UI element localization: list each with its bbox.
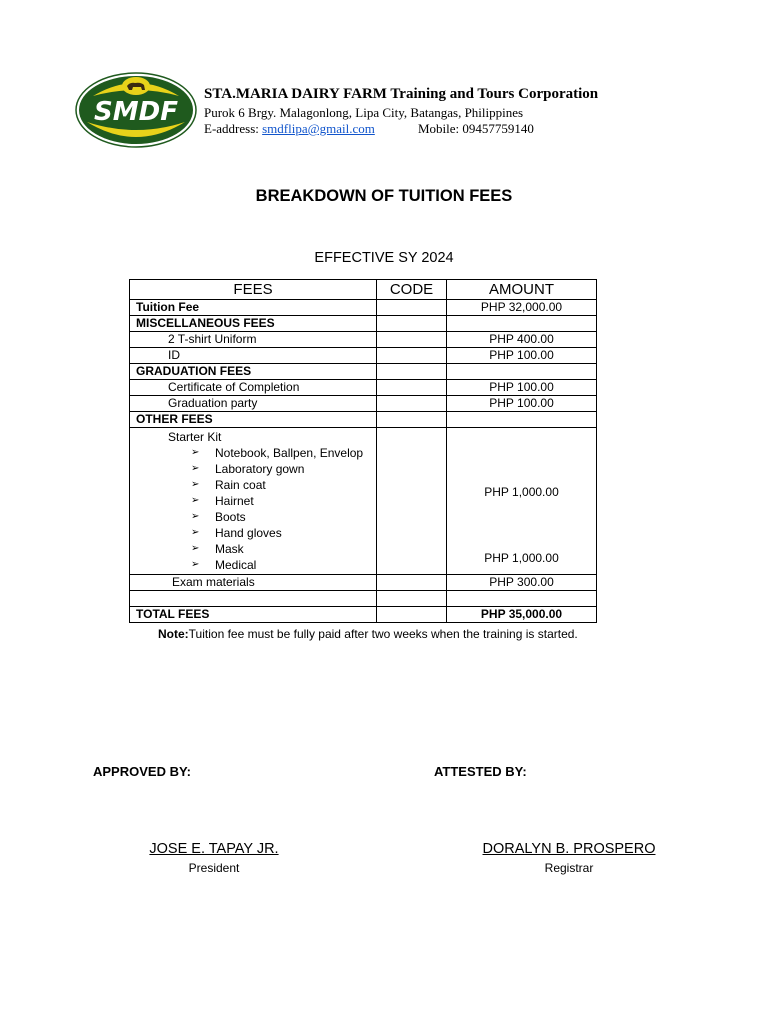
table-header-row [130,280,597,300]
arrow-bullet-icon: ➢ [191,511,200,522]
kit-amount-2: PHP 1,000.00 [484,551,559,565]
email-label: E-address: [204,121,263,136]
list-item: ➢ Medical [191,558,257,572]
logo-text: SMDF [94,97,178,127]
section-label: MISCELLANEOUS FEES [130,316,377,332]
email-link[interactable]: smdflipa@gmail.com [262,121,375,136]
approved-by-label: APPROVED BY: [93,764,191,779]
header-fees: FEES [130,280,377,300]
fee-code [377,380,447,396]
starter-kit-row [130,428,597,575]
note-text: Tuition fee must be fully paid after two weeks when the training is started. [188,627,578,641]
table-row [130,316,597,332]
section-label: GRADUATION FEES [130,364,377,380]
fee-code [377,364,447,380]
effective-year: EFFECTIVE SY 2024 [314,250,454,266]
fee-code [377,396,447,412]
table-row [130,300,597,316]
document-title: BREAKDOWN OF TUITION FEES [255,187,513,205]
arrow-bullet-icon: ➢ [191,495,200,506]
list-item: ➢ Rain coat [191,478,266,492]
list-item: ➢ Notebook, Ballpen, Envelop [191,446,364,460]
org-contact [204,121,534,137]
fee-amount [447,412,597,428]
section-label: OTHER FEES [130,412,377,428]
fee-code [377,412,447,428]
org-address: Purok 6 Brgy. Malagonlong, Lipa City, Batangas, Philippines [204,105,524,120]
list-item: ➢ Mask [191,542,244,556]
arrow-bullet-icon: ➢ [191,543,200,554]
arrow-bullet-icon: ➢ [191,463,200,474]
mobile-number: Mobile: 09457759140 [418,121,534,136]
header-code: CODE [377,280,447,300]
list-item: ➢ Laboratory gown [191,462,305,476]
fee-amount: PHP 300.00 [447,575,597,591]
arrow-bullet-icon: ➢ [191,527,200,538]
fee-amount [447,316,597,332]
table-row [130,575,597,591]
table-row [130,380,597,396]
fee-label: Certificate of Completion [130,380,377,396]
arrow-bullet-icon: ➢ [191,447,200,458]
total-row [130,607,597,623]
table-row [130,412,597,428]
fee-label: 2 T-shirt Uniform [130,332,377,348]
list-item: ➢ Hairnet [191,494,254,508]
fee-amount: PHP 100.00 [447,396,597,412]
fee-amount: PHP 100.00 [447,380,597,396]
note [158,627,578,641]
fee-code [377,607,447,623]
arrow-bullet-icon: ➢ [191,479,200,490]
arrow-bullet-icon: ➢ [191,559,200,570]
starter-kit-amount [447,428,597,575]
attester-name: DORALYN B. PROSPERO [482,841,656,857]
fee-code [377,591,447,607]
fee-label [130,591,377,607]
fee-label: Exam materials [130,575,377,591]
header-amount: AMOUNT [447,280,597,300]
starter-kit-cell [130,428,377,575]
fee-label: Graduation party [130,396,377,412]
fee-label: Tuition Fee [130,300,377,316]
kit-amount-1: PHP 1,000.00 [484,485,559,499]
fee-amount [447,364,597,380]
attester-role: Registrar [544,861,594,875]
table-row [130,364,597,380]
fee-code [377,348,447,364]
approver-name: JOSE E. TAPAY JR. [149,841,279,857]
table-row [130,332,597,348]
fee-amount: PHP 100.00 [447,348,597,364]
fee-code [377,316,447,332]
list-item: ➢ Hand gloves [191,526,282,540]
fee-code [377,332,447,348]
smdf-logo [75,72,197,148]
fee-code [377,575,447,591]
starter-kit-list [136,445,370,573]
table-row-empty [130,591,597,607]
attested-by-label: ATTESTED BY: [434,764,527,779]
fee-code [377,428,447,575]
approver-role: President [188,861,240,875]
list-item: ➢ Boots [191,510,246,524]
fee-label: ID [130,348,377,364]
note-label: Note: [158,627,189,641]
fee-amount: PHP 400.00 [447,332,597,348]
table-row [130,396,597,412]
table-row [130,348,597,364]
starter-kit-label: Starter Kit [168,430,222,444]
fee-amount [447,591,597,607]
fee-amount: PHP 32,000.00 [447,300,597,316]
fees-table [129,279,597,623]
total-label: TOTAL FEES [130,607,377,623]
fee-code [377,300,447,316]
org-name: STA.MARIA DAIRY FARM Training and Tours Corporation [204,86,599,102]
total-amount: PHP 35,000.00 [447,607,597,623]
